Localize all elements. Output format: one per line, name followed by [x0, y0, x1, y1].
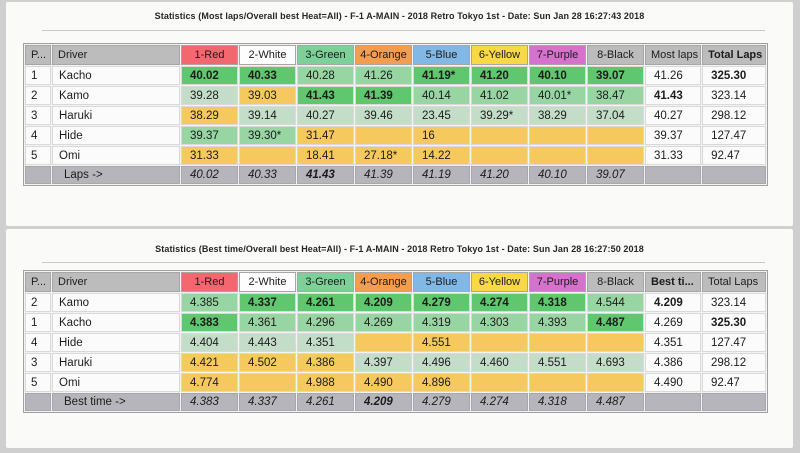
column-best-row	[25, 393, 766, 411]
footer-best-value-cell: 4.274	[471, 393, 528, 411]
lap-time-cell: 4.443	[239, 333, 296, 352]
summary-value-cell: 40.27	[645, 106, 701, 125]
lap-time-cell: 40.33	[239, 66, 296, 85]
lap-time-cell: 39.28	[181, 86, 238, 105]
lap-time-cell	[355, 126, 412, 145]
position-cell: 2	[25, 293, 51, 312]
driver-row	[25, 86, 766, 105]
total-laps-value-cell: 127.47	[702, 333, 766, 352]
column-header-7-purple: 7-Purple	[529, 45, 586, 65]
column-header-best-ti: Best ti...	[645, 272, 701, 292]
lap-time-cell: 39.37	[181, 126, 238, 145]
report-title: Statistics (Most laps/Overall best Heat=All) - F-1 A-MAIN - 2018 Retro Tokyo 1st - Date: Sun Jan 28 16:27:43 2018	[154, 11, 645, 21]
driver-row	[25, 106, 766, 125]
footer-best-value-cell: 41.43	[297, 166, 354, 184]
lap-time-cell: 16	[413, 126, 470, 145]
lap-time-cell: 4.261	[297, 293, 354, 312]
lap-time-cell	[587, 333, 644, 352]
footer-best-value-cell: 4.279	[413, 393, 470, 411]
driver-name-cell: Kamo	[52, 293, 180, 312]
lap-time-cell: 39.29*	[471, 106, 528, 125]
lap-time-cell: 4.361	[239, 313, 296, 332]
lap-time-cell	[529, 333, 586, 352]
driver-row	[25, 313, 766, 332]
lap-time-cell: 4.209	[355, 293, 412, 312]
header-row	[25, 45, 766, 65]
lap-time-cell: 40.28	[297, 66, 354, 85]
position-cell: 2	[25, 86, 51, 105]
lap-time-cell: 39.14	[239, 106, 296, 125]
lap-time-cell: 4.551	[413, 333, 470, 352]
lap-time-cell: 4.988	[297, 373, 354, 392]
summary-value-cell: 4.490	[645, 373, 701, 392]
column-header-most-laps: Most laps	[645, 45, 701, 65]
lap-time-cell	[239, 146, 296, 165]
lap-time-cell	[471, 373, 528, 392]
total-laps-value-cell: 92.47	[702, 373, 766, 392]
column-header-4-orange: 4-Orange	[355, 272, 412, 292]
lap-time-cell	[587, 146, 644, 165]
position-cell: 4	[25, 126, 51, 145]
lap-time-cell: 41.39	[355, 86, 412, 105]
lap-time-cell: 41.43	[297, 86, 354, 105]
footer-empty-cell	[25, 393, 51, 411]
footer-best-value-cell: 4.337	[239, 393, 296, 411]
lap-time-cell	[355, 333, 412, 352]
lap-time-cell: 4.383	[181, 313, 238, 332]
column-header-4-orange: 4-Orange	[355, 45, 412, 65]
lap-time-cell: 18.41	[297, 146, 354, 165]
footer-best-value-cell: 40.02	[181, 166, 238, 184]
lap-time-cell: 41.26	[355, 66, 412, 85]
total-laps-value-cell: 323.14	[702, 293, 766, 312]
lap-time-cell: 4.274	[471, 293, 528, 312]
footer-best-value-cell: 41.39	[355, 166, 412, 184]
footer-best-value-cell: 41.19	[413, 166, 470, 184]
column-header-total-laps: Total Laps	[702, 45, 766, 65]
lap-time-cell: 37.04	[587, 106, 644, 125]
driver-row	[25, 146, 766, 165]
driver-name-cell: Omi	[52, 146, 180, 165]
lap-time-cell	[239, 373, 296, 392]
lap-time-cell: 4.896	[413, 373, 470, 392]
footer-best-value-cell: 4.487	[587, 393, 644, 411]
column-header-8-black: 8-Black	[587, 45, 644, 65]
position-cell: 4	[25, 333, 51, 352]
column-header-5-blue: 5-Blue	[413, 45, 470, 65]
column-header-total-laps: Total Laps	[702, 272, 766, 292]
column-header-2-white: 2-White	[239, 272, 296, 292]
column-header-6-yellow: 6-Yellow	[471, 272, 528, 292]
lap-time-cell: 40.27	[297, 106, 354, 125]
column-header-1-red: 1-Red	[181, 272, 238, 292]
footer-label: Best time ->	[52, 393, 180, 411]
lap-time-cell: 4.393	[529, 313, 586, 332]
total-laps-value-cell: 325.30	[702, 66, 766, 85]
summary-value-cell: 4.386	[645, 353, 701, 372]
lap-time-cell	[471, 126, 528, 145]
total-laps-value-cell: 325.30	[702, 313, 766, 332]
column-header-p: P...	[25, 45, 51, 65]
column-header-8-black: 8-Black	[587, 272, 644, 292]
footer-empty-cell	[702, 166, 766, 184]
footer-best-value-cell: 40.10	[529, 166, 586, 184]
lap-time-cell: 4.269	[355, 313, 412, 332]
lap-time-cell: 4.351	[297, 333, 354, 352]
lap-time-cell: 40.14	[413, 86, 470, 105]
column-header-3-green: 3-Green	[297, 272, 354, 292]
total-laps-value-cell: 298.12	[702, 106, 766, 125]
lap-time-cell: 4.487	[587, 313, 644, 332]
lap-time-cell: 4.490	[355, 373, 412, 392]
lap-time-cell: 4.397	[355, 353, 412, 372]
lap-time-cell: 38.29	[529, 106, 586, 125]
footer-empty-cell	[25, 166, 51, 184]
footer-empty-cell	[702, 393, 766, 411]
summary-value-cell: 31.33	[645, 146, 701, 165]
summary-value-cell: 41.43	[645, 86, 701, 105]
lap-time-cell: 4.544	[587, 293, 644, 312]
lap-time-cell: 23.45	[413, 106, 470, 125]
driver-row	[25, 353, 766, 372]
driver-row	[25, 293, 766, 312]
footer-empty-cell	[645, 166, 701, 184]
footer-best-value-cell: 39.07	[587, 166, 644, 184]
lap-time-cell	[471, 146, 528, 165]
column-header-2-white: 2-White	[239, 45, 296, 65]
lap-time-cell: 39.03	[239, 86, 296, 105]
lap-time-cell: 4.460	[471, 353, 528, 372]
driver-name-cell: Haruki	[52, 106, 180, 125]
lap-time-cell	[587, 126, 644, 145]
column-best-row	[25, 166, 766, 184]
lap-time-cell	[587, 373, 644, 392]
summary-value-cell: 4.351	[645, 333, 701, 352]
position-cell: 1	[25, 66, 51, 85]
position-cell: 3	[25, 353, 51, 372]
lap-time-cell: 38.29	[181, 106, 238, 125]
column-header-7-purple: 7-Purple	[529, 272, 586, 292]
driver-name-cell: Haruki	[52, 353, 180, 372]
lap-time-cell	[471, 333, 528, 352]
lap-time-cell: 4.303	[471, 313, 528, 332]
lap-time-cell: 39.30*	[239, 126, 296, 145]
total-laps-value-cell: 298.12	[702, 353, 766, 372]
summary-value-cell: 4.209	[645, 293, 701, 312]
lap-time-cell	[529, 373, 586, 392]
driver-name-cell: Hide	[52, 126, 180, 145]
total-laps-value-cell: 92.47	[702, 146, 766, 165]
title-divider	[42, 262, 765, 263]
column-header-5-blue: 5-Blue	[413, 272, 470, 292]
lap-time-cell	[529, 126, 586, 145]
lap-time-cell: 4.404	[181, 333, 238, 352]
driver-name-cell: Kacho	[52, 66, 180, 85]
lap-time-cell: 39.07	[587, 66, 644, 85]
lap-time-cell: 4.693	[587, 353, 644, 372]
footer-best-value-cell: 4.209	[355, 393, 412, 411]
footer-best-value-cell: 4.383	[181, 393, 238, 411]
footer-best-value-cell: 4.318	[529, 393, 586, 411]
summary-value-cell: 4.269	[645, 313, 701, 332]
lap-time-cell: 4.496	[413, 353, 470, 372]
report-page-best-time	[6, 229, 793, 448]
lap-time-cell: 4.386	[297, 353, 354, 372]
lap-time-cell: 31.33	[181, 146, 238, 165]
lap-time-cell: 41.20	[471, 66, 528, 85]
lap-time-cell: 4.421	[181, 353, 238, 372]
position-cell: 5	[25, 373, 51, 392]
best-time-table	[23, 270, 768, 413]
total-laps-value-cell: 127.47	[702, 126, 766, 145]
lap-time-cell: 4.296	[297, 313, 354, 332]
lap-time-cell: 40.02	[181, 66, 238, 85]
driver-name-cell: Hide	[52, 333, 180, 352]
lap-time-cell: 4.337	[239, 293, 296, 312]
footer-best-value-cell: 4.261	[297, 393, 354, 411]
lap-time-cell: 4.551	[529, 353, 586, 372]
lap-time-cell: 4.279	[413, 293, 470, 312]
driver-name-cell: Kamo	[52, 86, 180, 105]
position-cell: 1	[25, 313, 51, 332]
driver-row	[25, 66, 766, 85]
column-header-driver: Driver	[52, 45, 180, 65]
lap-time-cell: 40.01*	[529, 86, 586, 105]
column-header-1-red: 1-Red	[181, 45, 238, 65]
footer-label: Laps ->	[52, 166, 180, 184]
driver-name-cell: Omi	[52, 373, 180, 392]
report-page-most-laps	[6, 2, 793, 226]
lap-time-cell: 4.318	[529, 293, 586, 312]
lap-time-cell: 38.47	[587, 86, 644, 105]
driver-row	[25, 333, 766, 352]
footer-empty-cell	[645, 393, 701, 411]
driver-row	[25, 373, 766, 392]
driver-name-cell: Kacho	[52, 313, 180, 332]
lap-time-cell: 4.319	[413, 313, 470, 332]
column-header-3-green: 3-Green	[297, 45, 354, 65]
lap-time-cell	[529, 146, 586, 165]
report-title: Statistics (Best time/Overall best Heat=All) - F-1 A-MAIN - 2018 Retro Tokyo 1st - Date: Sun Jan 28 16:27:50 2018	[155, 244, 644, 254]
lap-time-cell: 40.10	[529, 66, 586, 85]
position-cell: 3	[25, 106, 51, 125]
total-laps-value-cell: 323.14	[702, 86, 766, 105]
lap-time-cell: 4.385	[181, 293, 238, 312]
lap-time-cell: 31.47	[297, 126, 354, 145]
lap-time-cell: 41.19*	[413, 66, 470, 85]
lap-time-cell: 41.02	[471, 86, 528, 105]
position-cell: 5	[25, 146, 51, 165]
lap-time-cell: 27.18*	[355, 146, 412, 165]
lap-time-cell: 4.502	[239, 353, 296, 372]
summary-value-cell: 41.26	[645, 66, 701, 85]
driver-row	[25, 126, 766, 145]
title-divider	[42, 30, 765, 31]
header-row	[25, 272, 766, 292]
summary-value-cell: 39.37	[645, 126, 701, 145]
lap-time-cell: 14.22	[413, 146, 470, 165]
most-laps-table	[23, 43, 768, 186]
lap-time-cell: 39.46	[355, 106, 412, 125]
footer-best-value-cell: 40.33	[239, 166, 296, 184]
column-header-p: P...	[25, 272, 51, 292]
footer-best-value-cell: 41.20	[471, 166, 528, 184]
lap-time-cell: 4.774	[181, 373, 238, 392]
column-header-6-yellow: 6-Yellow	[471, 45, 528, 65]
column-header-driver: Driver	[52, 272, 180, 292]
